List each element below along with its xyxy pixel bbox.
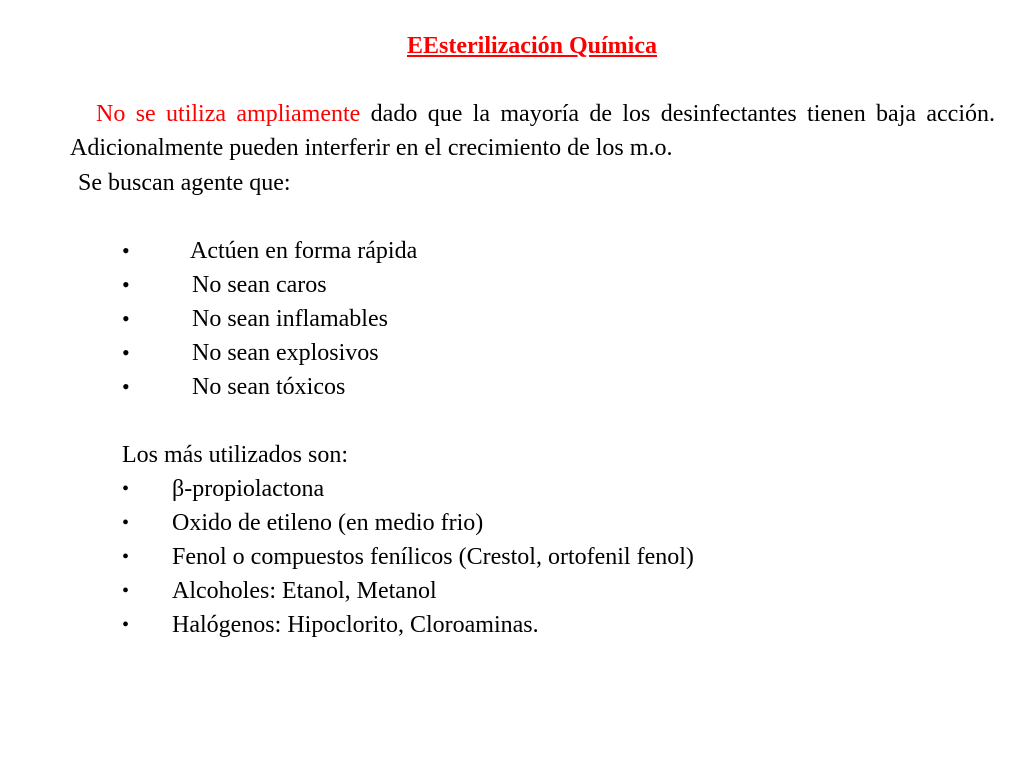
slide-title: EEsterilización Química bbox=[407, 33, 657, 59]
bullet-icon: • bbox=[122, 272, 130, 297]
list-item-text: No sean inflamables bbox=[192, 306, 388, 332]
list-item-text: Alcoholes: Etanol, Metanol bbox=[172, 578, 437, 604]
paragraph-highlight: No se utiliza ampliamente bbox=[96, 101, 361, 127]
bullet-icon: • bbox=[122, 614, 130, 636]
bullet-icon: • bbox=[122, 340, 130, 365]
bullet-icon: • bbox=[122, 512, 130, 534]
paragraph-rest: dado que la mayoría de los desinfectantes tienen baja acción. Adicionalmente pueden interferir en el crecimiento de los m.o. bbox=[70, 101, 996, 161]
requirements-intro: Se buscan agente que: bbox=[78, 170, 291, 196]
list-item-text: β-propiolactona bbox=[172, 476, 325, 502]
intro-paragraph bbox=[70, 97, 995, 165]
list-item-text: No sean tóxicos bbox=[192, 374, 346, 400]
list-item-text: No sean caros bbox=[192, 272, 327, 298]
bullet-icon: • bbox=[122, 546, 130, 568]
bullet-icon: • bbox=[122, 238, 130, 263]
list-item-text: Fenol o compuestos fenílicos (Crestol, ortofenil fenol) bbox=[172, 544, 694, 570]
bullet-icon: • bbox=[122, 478, 130, 500]
bullet-icon: • bbox=[122, 306, 130, 331]
agents-intro: Los más utilizados son: bbox=[122, 442, 348, 468]
list-item-text: Halógenos: Hipoclorito, Cloroaminas. bbox=[172, 612, 539, 638]
bullet-icon: • bbox=[122, 580, 130, 602]
list-item-text: No sean explosivos bbox=[192, 340, 379, 366]
list-item-text: Actúen en forma rápida bbox=[190, 238, 418, 264]
bullet-icon: • bbox=[122, 374, 130, 399]
list-item-text: Oxido de etileno (en medio frio) bbox=[172, 510, 484, 536]
